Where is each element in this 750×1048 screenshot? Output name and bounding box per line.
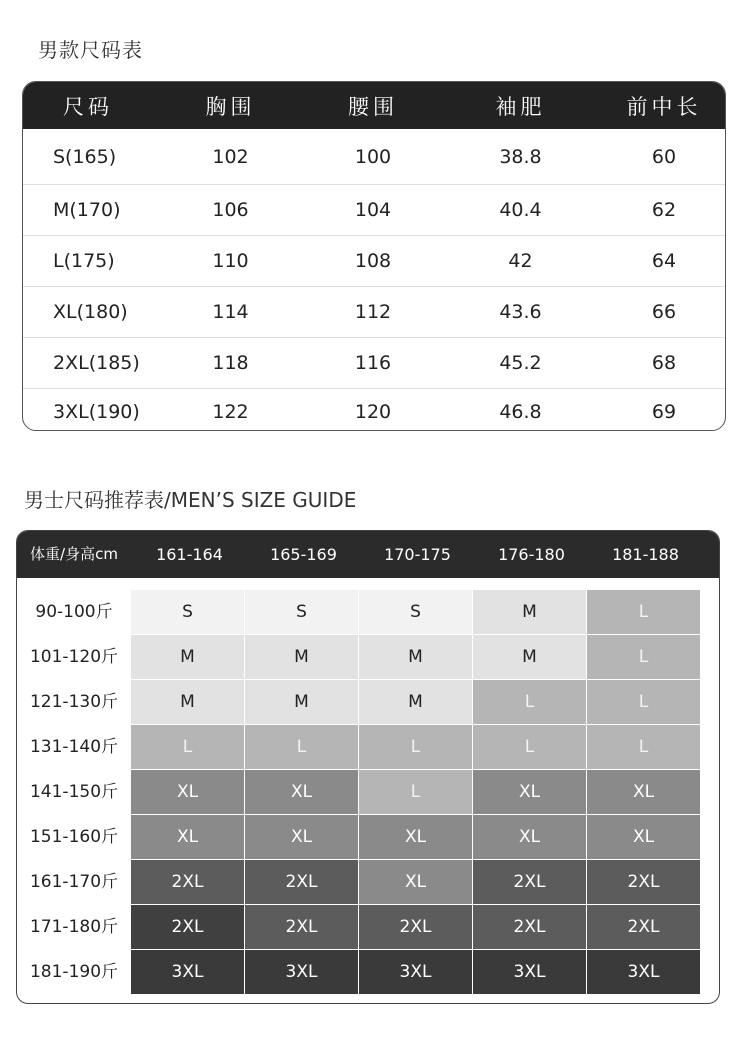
size-guide-cell: XL: [473, 815, 586, 859]
size-guide-cell: XL: [245, 815, 358, 859]
measure-cell: 60: [651, 145, 677, 168]
size-guide-cell: M: [131, 635, 244, 679]
size-guide-cell: M: [359, 635, 472, 679]
measure-cell: 45.2: [499, 352, 542, 374]
height-header: 176-180: [498, 545, 565, 564]
height-header: 165-169: [270, 545, 337, 564]
size-guide-cell: 2XL: [359, 905, 472, 949]
size-cell: S(165): [53, 145, 117, 168]
weight-label: 141-150斤: [29, 782, 119, 802]
header-size: 尺码: [63, 94, 113, 119]
size-guide-cell: L: [587, 635, 700, 679]
size-guide-cell: XL: [131, 770, 244, 814]
size-chart-table: [22, 81, 726, 431]
size-guide-cell: M: [131, 680, 244, 724]
size-guide-cell: L: [473, 680, 586, 724]
size-cell: M(170): [53, 199, 121, 221]
measure-cell: 40.4: [499, 199, 542, 221]
size-guide-cell: 2XL: [587, 860, 700, 904]
weight-label: 121-130斤: [29, 692, 119, 712]
table-row: [23, 338, 725, 389]
size-guide-cell: XL: [587, 815, 700, 859]
header-front-length: 前中长: [626, 94, 702, 119]
measure-cell: 122: [212, 400, 249, 423]
size-cell: 2XL(185): [53, 352, 140, 374]
header-chest: 胸围: [205, 94, 256, 119]
size-guide-cell: 2XL: [473, 860, 586, 904]
size-guide-cell: 3XL: [473, 950, 586, 994]
size-guide-cell: 2XL: [587, 905, 700, 949]
size-guide-cell: 2XL: [245, 905, 358, 949]
measure-cell: 46.8: [499, 400, 542, 423]
table-row: [23, 185, 725, 236]
size-guide-cell: S: [245, 590, 358, 634]
weight-label: 161-170斤: [29, 872, 119, 892]
size-cell: L(175): [53, 250, 115, 272]
size-guide-cell: M: [245, 680, 358, 724]
size-guide-cell: 2XL: [131, 905, 244, 949]
size-chart-title: 男款尺码表: [38, 38, 143, 62]
size-guide-cell: L: [587, 725, 700, 769]
table-row: [23, 129, 725, 185]
measure-cell: 114: [212, 301, 249, 323]
measure-cell: 112: [354, 301, 392, 323]
height-header: 170-175: [384, 545, 451, 564]
size-guide-table: [16, 530, 720, 1004]
header-waist: 腰围: [348, 94, 398, 119]
size-guide-cell: 2XL: [131, 860, 244, 904]
size-guide-cell: S: [131, 590, 244, 634]
size-guide-cell: M: [473, 590, 586, 634]
table-row: [23, 236, 725, 287]
size-guide-cell: 3XL: [131, 950, 244, 994]
size-guide-cell: L: [473, 725, 586, 769]
size-guide-cell: M: [245, 635, 358, 679]
size-guide-cell: XL: [131, 815, 244, 859]
size-guide-cell: S: [359, 590, 472, 634]
size-chart-header-row: [23, 82, 725, 129]
size-guide-title: 男士尺码推荐表/MEN’S SIZE GUIDE: [24, 488, 357, 512]
measure-cell: 62: [651, 199, 677, 221]
weight-label: 151-160斤: [29, 827, 119, 847]
measure-cell: 38.8: [499, 145, 542, 168]
measure-cell: 66: [651, 301, 677, 323]
size-guide-cell: L: [587, 590, 700, 634]
size-guide-cell: 2XL: [473, 905, 586, 949]
size-guide-cell: XL: [587, 770, 700, 814]
measure-cell: 110: [212, 250, 249, 272]
size-guide-cell: XL: [473, 770, 586, 814]
measure-cell: 106: [212, 199, 249, 221]
size-guide-cell: 2XL: [245, 860, 358, 904]
measure-cell: 102: [212, 145, 249, 168]
table-row: [23, 287, 725, 338]
measure-cell: 68: [651, 352, 677, 374]
weight-label: 181-190斤: [29, 962, 119, 982]
measure-cell: 118: [212, 352, 249, 374]
size-guide-cell: XL: [359, 815, 472, 859]
size-guide-cell: XL: [245, 770, 358, 814]
size-guide-header-row: [17, 531, 719, 578]
size-guide-cell: L: [587, 680, 700, 724]
size-guide-cell: 3XL: [587, 950, 700, 994]
size-guide-cell: 3XL: [245, 950, 358, 994]
size-guide-cell: L: [359, 725, 472, 769]
size-cell: 3XL(190): [53, 400, 140, 423]
table-row: [23, 389, 725, 431]
weight-label: 90-100斤: [35, 602, 113, 622]
measure-cell: 43.6: [499, 301, 542, 323]
size-guide-cell: M: [473, 635, 586, 679]
height-header: 161-164: [156, 545, 223, 564]
measure-cell: 100: [354, 145, 392, 168]
weight-label: 101-120斤: [29, 647, 119, 667]
measure-cell: 42: [508, 250, 533, 272]
measure-cell: 104: [354, 199, 392, 221]
measure-cell: 64: [651, 250, 677, 272]
measure-cell: 120: [354, 400, 392, 423]
weight-label: 131-140斤: [29, 737, 119, 757]
measure-cell: 116: [354, 352, 392, 374]
size-guide-cell: XL: [359, 860, 472, 904]
corner-label: 体重/身高cm: [30, 545, 118, 563]
size-guide-cell: 3XL: [359, 950, 472, 994]
size-guide-cell: M: [359, 680, 472, 724]
measure-cell: 108: [354, 250, 392, 272]
measure-cell: 69: [651, 400, 677, 423]
height-header: 181-188: [612, 545, 679, 564]
size-cell: XL(180): [53, 301, 128, 323]
size-guide-cell: L: [131, 725, 244, 769]
size-guide-cell: L: [245, 725, 358, 769]
header-sleeve: 袖肥: [495, 94, 546, 119]
size-guide-cell: L: [359, 770, 472, 814]
weight-label: 171-180斤: [29, 917, 119, 937]
